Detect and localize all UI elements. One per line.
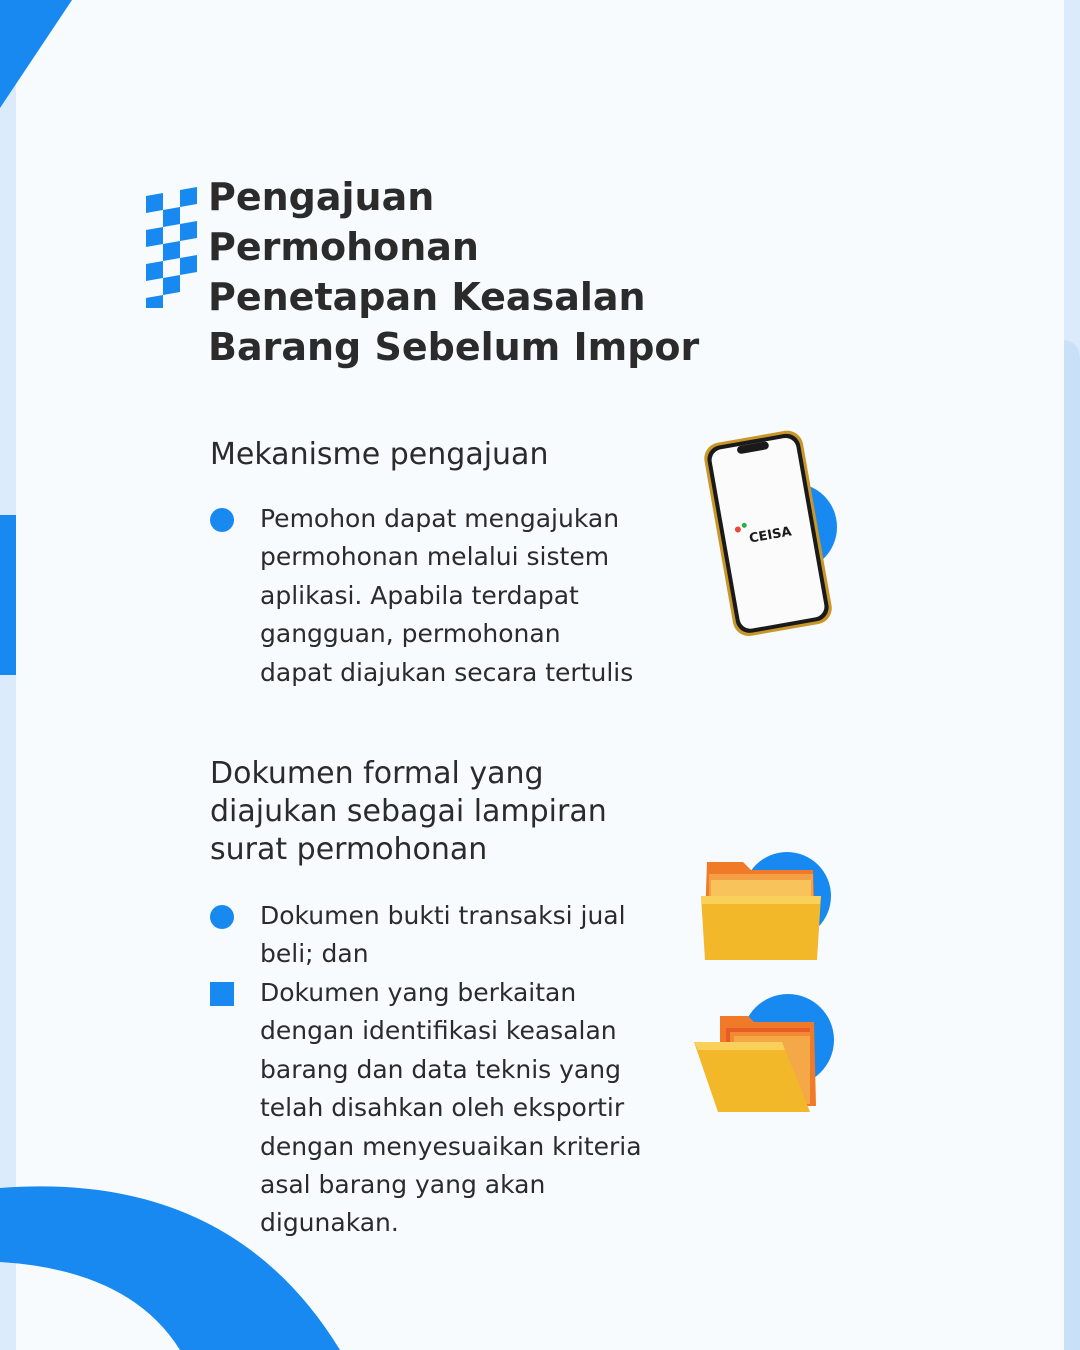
heading-line: Mekanisme pengajuan bbox=[210, 437, 549, 472]
item-line: digunakan. bbox=[260, 1208, 399, 1238]
section1-heading bbox=[210, 436, 548, 474]
item-line: telah disahkan oleh eksportir bbox=[260, 1093, 625, 1123]
page-title bbox=[208, 172, 808, 372]
item-line: beli; dan bbox=[260, 939, 369, 969]
section2-item-1 bbox=[210, 897, 710, 974]
item-line: dengan identifikasi keasalan bbox=[260, 1016, 617, 1046]
item-line: permohonan melalui sistem bbox=[260, 542, 610, 572]
title-line: Barang Sebelum Impor bbox=[208, 325, 700, 369]
phone-app-logo: CEISA bbox=[748, 524, 793, 547]
item-text bbox=[260, 974, 710, 1243]
heading-line: Dokumen formal yang bbox=[210, 756, 544, 791]
item-line: gangguan, permohonan bbox=[260, 619, 561, 649]
heading-line: surat permohonan bbox=[210, 832, 488, 867]
folder-closed-icon bbox=[695, 840, 845, 970]
section2-item-2 bbox=[210, 974, 710, 1243]
item-line: dapat diajukan secara tertulis bbox=[260, 657, 634, 687]
item-line: Pemohon dapat mengajukan bbox=[260, 504, 620, 533]
section1-item-1 bbox=[210, 500, 710, 692]
title-line: Pengajuan bbox=[208, 175, 435, 219]
item-line: aplikasi. Apabila terdapat bbox=[260, 580, 579, 610]
item-line: Dokumen bukti transaksi jual bbox=[260, 901, 626, 930]
checker-logo-icon bbox=[146, 176, 198, 308]
square-bullet-icon bbox=[210, 982, 234, 1006]
item-line: barang dan data teknis yang bbox=[260, 1054, 621, 1084]
left-edge-bar bbox=[0, 515, 16, 675]
section2-heading bbox=[210, 755, 607, 869]
item-text bbox=[260, 897, 710, 974]
item-line: dengan menyesuaikan kriteria bbox=[260, 1131, 642, 1161]
heading-line: diajukan sebagai lampiran bbox=[210, 794, 607, 829]
top-left-corner-shape bbox=[0, 0, 72, 108]
item-line: asal barang yang akan bbox=[260, 1170, 546, 1200]
right-edge-shade bbox=[1064, 340, 1080, 1350]
title-line: Penetapan Keasalan bbox=[208, 275, 646, 319]
item-text bbox=[260, 500, 710, 692]
circle-bullet-icon bbox=[210, 508, 234, 532]
title-line: Permohonan bbox=[208, 225, 479, 269]
item-line: Dokumen yang berkaitan bbox=[260, 978, 577, 1007]
folder-open-icon bbox=[690, 990, 845, 1120]
circle-bullet-icon bbox=[210, 905, 234, 929]
smartphone-icon bbox=[690, 425, 850, 640]
